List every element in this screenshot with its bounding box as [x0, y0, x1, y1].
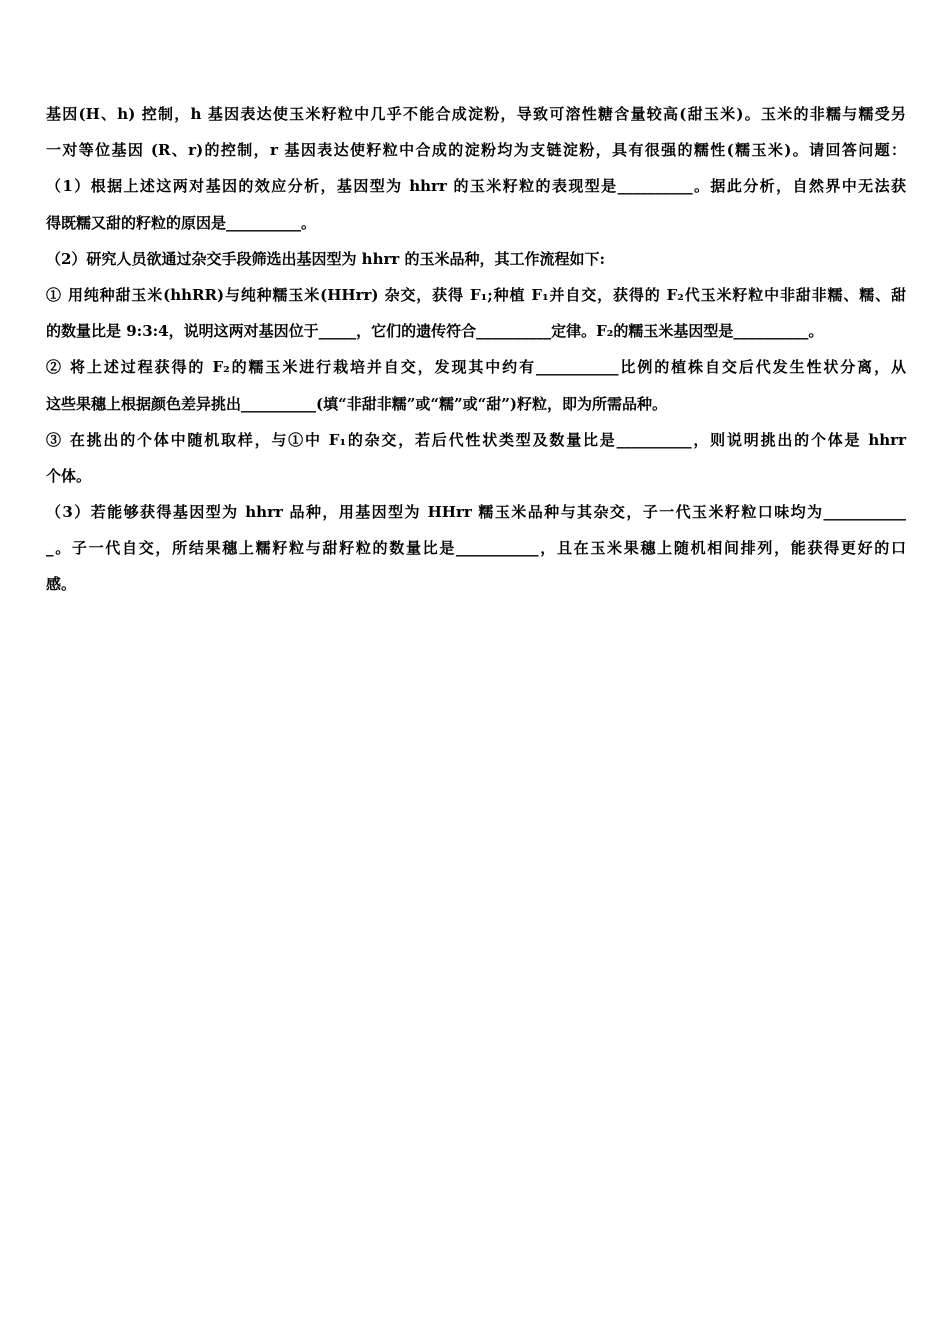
step-3-line-1: ③ 在挑出的个体中随机取样，与①中 F₁的杂交，若后代性状类型及数量比是__________，则说明挑出的个体是 hhrr — [46, 430, 906, 449]
text-line-2: 一对等位基因 (R、r)的控制，r 基因表达使籽粒中合成的淀粉均为支链淀粉，具有很强的糯性(糯玉米)。请回答问题： — [46, 141, 906, 160]
question-3-line-3: 感。 — [46, 575, 77, 594]
step-2-line-1: ② 将上述过程获得的 F₂的糯玉米进行栽培并自交，发现其中约有___________比例的植株自交后代发生性状分离，从 — [46, 358, 906, 377]
question-1-line-1: （1）根据上述这两对基因的效应分析，基因型为 hhrr 的玉米籽粒的表现型是__________。据此分析，自然界中无法获 — [46, 177, 906, 196]
step-2-line-2: 这些果穗上根据颜色差异挑出__________(填“非甜非糯”或“糯”或“甜”)籽粒，即为所需品种。 — [46, 394, 667, 413]
document-body — [46, 96, 906, 603]
text-line-1: 基因(H、h) 控制，h 基因表达使玉米籽粒中几乎不能合成淀粉，导致可溶性糖含量较高(甜玉米)。玉米的非糯与糯受另 — [46, 105, 906, 123]
question-2-intro: （2）研究人员欲通过杂交手段筛选出基因型为 hhrr 的玉米品种，其工作流程如下: — [46, 249, 606, 268]
step-1-line-2: 的数量比是 9:3:4，说明这两对基因位于_____，它们的遗传符合__________定律。F₂的糯玉米基因型是__________。 — [46, 322, 824, 341]
question-1-line-2: 得既糯又甜的籽粒的原因是__________。 — [46, 213, 317, 232]
question-3-line-1: （3）若能够获得基因型为 hhrr 品种，用基因型为 HHrr 糯玉米品种与其杂交，子一代玉米籽粒口味均为___________ — [46, 503, 906, 522]
step-1-line-1: ① 用纯种甜玉米(hhRR)与纯种糯玉米(HHrr) 杂交，获得 F₁;种植 F₁并自交，获得的 F₂代玉米籽粒中非甜非糯、糯、甜 — [46, 285, 906, 304]
step-3-line-2: 个体。 — [46, 466, 92, 485]
question-3-line-2: _。子一代自交，所结果穗上糯籽粒与甜籽粒的数量比是___________，且在玉米果穗上随机相间排列，能获得更好的口 — [46, 539, 906, 558]
